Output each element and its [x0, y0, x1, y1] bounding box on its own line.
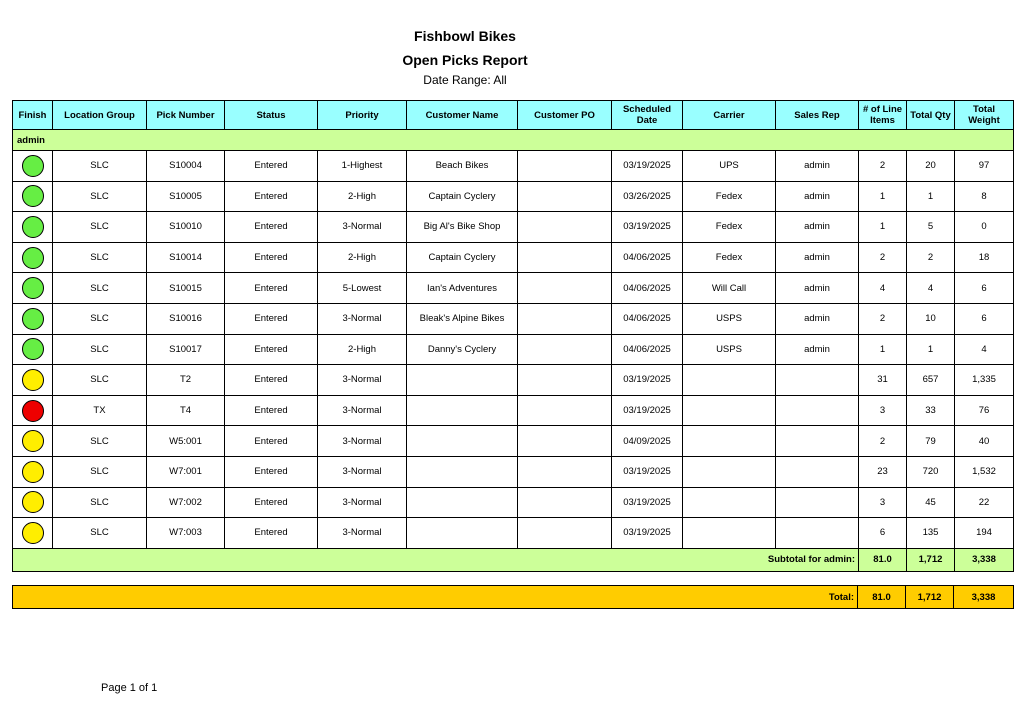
customer-name-cell: Bleak's Alpine Bikes: [407, 303, 518, 334]
pick-number-cell: S10010: [147, 212, 225, 243]
location-group-cell: SLC: [53, 487, 147, 518]
carrier-cell: [683, 426, 776, 457]
total-weight-cell: 22: [955, 487, 1014, 518]
line-items-cell: 6: [859, 518, 907, 549]
carrier-cell: [683, 456, 776, 487]
scheduled-date-cell: 03/19/2025: [612, 518, 683, 549]
page-number: Page 1 of 1: [101, 682, 158, 694]
line-items-cell: 2: [859, 242, 907, 273]
status-circle-icon: [22, 185, 44, 207]
customer-name-cell: [407, 487, 518, 518]
line-items-cell: 2: [859, 426, 907, 457]
customer-name-cell: Captain Cyclery: [407, 181, 518, 212]
location-group-cell: SLC: [53, 212, 147, 243]
sales-rep-cell: admin: [776, 181, 859, 212]
scheduled-date-cell: 03/19/2025: [612, 456, 683, 487]
status-cell: Entered: [225, 426, 318, 457]
status-circle-icon: [22, 430, 44, 452]
location-group-cell: SLC: [53, 181, 147, 212]
subtotal-qty: 1,712: [907, 548, 955, 571]
table-row: [13, 181, 1014, 212]
finish-cell: [13, 365, 53, 396]
total-weight-cell: 6: [955, 303, 1014, 334]
total-qty-cell: 4: [907, 273, 955, 304]
sales-rep-cell: admin: [776, 303, 859, 334]
customer-po-cell: [518, 365, 612, 396]
line-items-cell: 3: [859, 395, 907, 426]
sales-rep-cell: admin: [776, 151, 859, 182]
sales-rep-cell: admin: [776, 242, 859, 273]
total-weight-cell: 0: [955, 212, 1014, 243]
customer-po-cell: [518, 334, 612, 365]
grand-total-table: [12, 585, 1014, 609]
sales-rep-cell: [776, 426, 859, 457]
status-circle-icon: [22, 522, 44, 544]
sales-rep-cell: admin: [776, 212, 859, 243]
customer-po-cell: [518, 303, 612, 334]
scheduled-date-cell: 03/19/2025: [612, 151, 683, 182]
customer-po-cell: [518, 426, 612, 457]
finish-cell: [13, 518, 53, 549]
total-qty-cell: 135: [907, 518, 955, 549]
status-cell: Entered: [225, 487, 318, 518]
table-row: [13, 151, 1014, 182]
table-row: [13, 365, 1014, 396]
total-qty-cell: 33: [907, 395, 955, 426]
table-row: [13, 487, 1014, 518]
finish-cell: [13, 181, 53, 212]
col-pick-number: Pick Number: [147, 101, 225, 130]
location-group-cell: SLC: [53, 303, 147, 334]
grand-total-row: [13, 586, 1014, 609]
location-group-cell: SLC: [53, 365, 147, 396]
table-row: [13, 212, 1014, 243]
header-row: [13, 101, 1014, 130]
location-group-cell: SLC: [53, 242, 147, 273]
col-customer-name: Customer Name: [407, 101, 518, 130]
scheduled-date-cell: 03/26/2025: [612, 181, 683, 212]
customer-name-cell: [407, 395, 518, 426]
col-location-group: Location Group: [53, 101, 147, 130]
scheduled-date-cell: 04/06/2025: [612, 273, 683, 304]
finish-cell: [13, 487, 53, 518]
total-qty-cell: 5: [907, 212, 955, 243]
finish-cell: [13, 151, 53, 182]
customer-po-cell: [518, 395, 612, 426]
status-cell: Entered: [225, 273, 318, 304]
customer-name-cell: Big Al's Bike Shop: [407, 212, 518, 243]
total-weight-cell: 97: [955, 151, 1014, 182]
status-circle-icon: [22, 155, 44, 177]
status-cell: Entered: [225, 151, 318, 182]
scheduled-date-cell: 03/19/2025: [612, 395, 683, 426]
customer-po-cell: [518, 212, 612, 243]
report-title: Open Picks Report: [402, 52, 528, 68]
total-qty-cell: 657: [907, 365, 955, 396]
line-items-cell: 1: [859, 334, 907, 365]
location-group-cell: SLC: [53, 151, 147, 182]
pick-number-cell: W7:001: [147, 456, 225, 487]
col-priority: Priority: [318, 101, 407, 130]
priority-cell: 1-Highest: [318, 151, 407, 182]
sales-rep-cell: [776, 518, 859, 549]
subtotal-weight: 3,338: [955, 548, 1014, 571]
priority-cell: 3-Normal: [318, 518, 407, 549]
scheduled-date-cell: 04/06/2025: [612, 334, 683, 365]
col-customer-po: Customer PO: [518, 101, 612, 130]
carrier-cell: UPS: [683, 151, 776, 182]
total-weight: 3,338: [954, 586, 1014, 609]
customer-name-cell: Ian's Adventures: [407, 273, 518, 304]
table-row: [13, 456, 1014, 487]
carrier-cell: Fedex: [683, 181, 776, 212]
pick-number-cell: S10017: [147, 334, 225, 365]
status-cell: Entered: [225, 212, 318, 243]
sales-rep-cell: admin: [776, 334, 859, 365]
table-row: [13, 334, 1014, 365]
col-total-weight: Total Weight: [955, 101, 1014, 130]
customer-name-cell: [407, 365, 518, 396]
col-carrier: Carrier: [683, 101, 776, 130]
finish-cell: [13, 456, 53, 487]
status-circle-icon: [22, 247, 44, 269]
priority-cell: 2-High: [318, 181, 407, 212]
pick-number-cell: S10004: [147, 151, 225, 182]
customer-po-cell: [518, 242, 612, 273]
total-line-items: 81.0: [858, 586, 906, 609]
line-items-cell: 1: [859, 212, 907, 243]
table-row: [13, 395, 1014, 426]
subtotal-row: [13, 548, 1014, 571]
col-total-qty: Total Qty: [907, 101, 955, 130]
subtotal-line-items: 81.0: [859, 548, 907, 571]
sales-rep-cell: admin: [776, 273, 859, 304]
priority-cell: 3-Normal: [318, 456, 407, 487]
status-cell: Entered: [225, 242, 318, 273]
pick-number-cell: T4: [147, 395, 225, 426]
status-circle-icon: [22, 216, 44, 238]
pick-number-cell: W7:003: [147, 518, 225, 549]
pick-number-cell: S10014: [147, 242, 225, 273]
total-label: Total:: [13, 586, 858, 609]
total-qty: 1,712: [906, 586, 954, 609]
customer-po-cell: [518, 181, 612, 212]
status-cell: Entered: [225, 181, 318, 212]
open-picks-table: [12, 100, 1014, 572]
customer-po-cell: [518, 518, 612, 549]
customer-name-cell: [407, 518, 518, 549]
line-items-cell: 2: [859, 151, 907, 182]
status-cell: Entered: [225, 303, 318, 334]
total-qty-cell: 1: [907, 181, 955, 212]
status-circle-icon: [22, 338, 44, 360]
table-row: [13, 242, 1014, 273]
finish-cell: [13, 334, 53, 365]
priority-cell: 5-Lowest: [318, 273, 407, 304]
sales-rep-cell: [776, 456, 859, 487]
priority-cell: 2-High: [318, 334, 407, 365]
line-items-cell: 4: [859, 273, 907, 304]
status-circle-icon: [22, 461, 44, 483]
customer-name-cell: Danny's Cyclery: [407, 334, 518, 365]
location-group-cell: SLC: [53, 456, 147, 487]
line-items-cell: 1: [859, 181, 907, 212]
scheduled-date-cell: 04/06/2025: [612, 242, 683, 273]
group-name: admin: [13, 130, 1014, 151]
scheduled-date-cell: 03/19/2025: [612, 365, 683, 396]
carrier-cell: [683, 518, 776, 549]
pick-number-cell: S10015: [147, 273, 225, 304]
table-row: [13, 303, 1014, 334]
customer-po-cell: [518, 151, 612, 182]
status-circle-icon: [22, 308, 44, 330]
pick-number-cell: S10016: [147, 303, 225, 334]
customer-name-cell: Captain Cyclery: [407, 242, 518, 273]
total-weight-cell: 1,532: [955, 456, 1014, 487]
customer-po-cell: [518, 487, 612, 518]
col-sales-rep: Sales Rep: [776, 101, 859, 130]
finish-cell: [13, 242, 53, 273]
total-weight-cell: 6: [955, 273, 1014, 304]
carrier-cell: USPS: [683, 334, 776, 365]
carrier-cell: [683, 487, 776, 518]
total-weight-cell: 40: [955, 426, 1014, 457]
finish-cell: [13, 273, 53, 304]
priority-cell: 3-Normal: [318, 212, 407, 243]
status-circle-icon: [22, 400, 44, 422]
table-row: [13, 273, 1014, 304]
status-cell: Entered: [225, 395, 318, 426]
total-qty-cell: 2: [907, 242, 955, 273]
status-circle-icon: [22, 369, 44, 391]
line-items-cell: 3: [859, 487, 907, 518]
status-cell: Entered: [225, 365, 318, 396]
carrier-cell: [683, 395, 776, 426]
total-weight-cell: 76: [955, 395, 1014, 426]
pick-number-cell: S10005: [147, 181, 225, 212]
col-finish: Finish: [13, 101, 53, 130]
location-group-cell: SLC: [53, 518, 147, 549]
priority-cell: 3-Normal: [318, 303, 407, 334]
priority-cell: 3-Normal: [318, 365, 407, 396]
status-cell: Entered: [225, 456, 318, 487]
scheduled-date-cell: 03/19/2025: [612, 212, 683, 243]
table-row: [13, 518, 1014, 549]
group-row: [13, 130, 1014, 151]
location-group-cell: SLC: [53, 273, 147, 304]
location-group-cell: SLC: [53, 334, 147, 365]
total-qty-cell: 10: [907, 303, 955, 334]
company-name: Fishbowl Bikes: [414, 28, 516, 44]
finish-cell: [13, 303, 53, 334]
location-group-cell: SLC: [53, 426, 147, 457]
customer-name-cell: Beach Bikes: [407, 151, 518, 182]
status-cell: Entered: [225, 334, 318, 365]
total-qty-cell: 79: [907, 426, 955, 457]
total-qty-cell: 720: [907, 456, 955, 487]
carrier-cell: Fedex: [683, 212, 776, 243]
total-weight-cell: 4: [955, 334, 1014, 365]
status-circle-icon: [22, 277, 44, 299]
scheduled-date-cell: 04/09/2025: [612, 426, 683, 457]
customer-po-cell: [518, 456, 612, 487]
line-items-cell: 31: [859, 365, 907, 396]
finish-cell: [13, 395, 53, 426]
total-qty-cell: 20: [907, 151, 955, 182]
priority-cell: 2-High: [318, 242, 407, 273]
pick-number-cell: W7:002: [147, 487, 225, 518]
priority-cell: 3-Normal: [318, 395, 407, 426]
col-scheduled-date: Scheduled Date: [612, 101, 683, 130]
scheduled-date-cell: 03/19/2025: [612, 487, 683, 518]
pick-number-cell: W5:001: [147, 426, 225, 457]
carrier-cell: [683, 365, 776, 396]
total-qty-cell: 1: [907, 334, 955, 365]
status-cell: Entered: [225, 518, 318, 549]
sales-rep-cell: [776, 365, 859, 396]
sales-rep-cell: [776, 487, 859, 518]
date-range: Date Range: All: [423, 73, 507, 87]
total-weight-cell: 8: [955, 181, 1014, 212]
scheduled-date-cell: 04/06/2025: [612, 303, 683, 334]
total-weight-cell: 1,335: [955, 365, 1014, 396]
customer-name-cell: [407, 456, 518, 487]
location-group-cell: TX: [53, 395, 147, 426]
finish-cell: [13, 426, 53, 457]
customer-po-cell: [518, 273, 612, 304]
carrier-cell: USPS: [683, 303, 776, 334]
table-row: [13, 426, 1014, 457]
priority-cell: 3-Normal: [318, 426, 407, 457]
line-items-cell: 23: [859, 456, 907, 487]
total-qty-cell: 45: [907, 487, 955, 518]
status-circle-icon: [22, 491, 44, 513]
subtotal-label: Subtotal for admin:: [13, 548, 859, 571]
col-line-items: # of Line Items: [859, 101, 907, 130]
pick-number-cell: T2: [147, 365, 225, 396]
finish-cell: [13, 212, 53, 243]
total-weight-cell: 194: [955, 518, 1014, 549]
carrier-cell: Fedex: [683, 242, 776, 273]
line-items-cell: 2: [859, 303, 907, 334]
sales-rep-cell: [776, 395, 859, 426]
customer-name-cell: [407, 426, 518, 457]
col-status: Status: [225, 101, 318, 130]
priority-cell: 3-Normal: [318, 487, 407, 518]
total-weight-cell: 18: [955, 242, 1014, 273]
carrier-cell: Will Call: [683, 273, 776, 304]
